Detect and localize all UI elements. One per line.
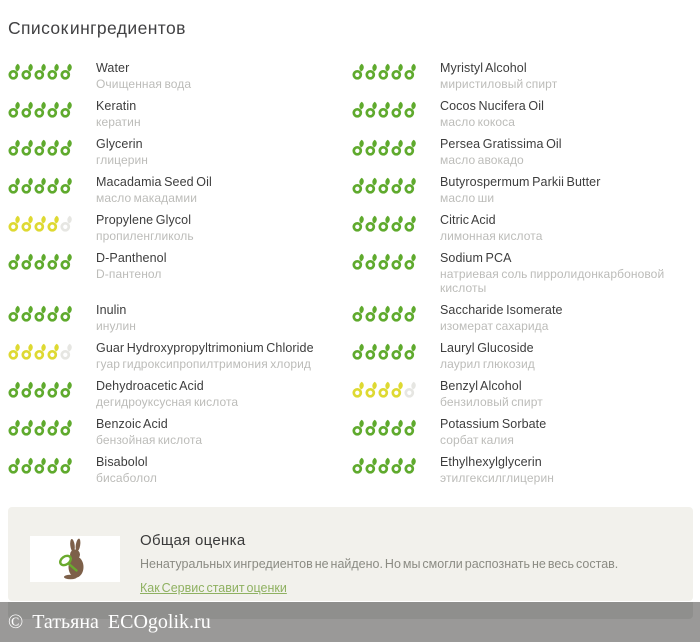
ingredient-text	[96, 175, 212, 205]
ingredient-row	[352, 99, 692, 129]
leaf-berry-icon	[352, 139, 365, 156]
site-name: ECOgolik.ru	[107, 610, 211, 633]
ingredient-row	[352, 137, 692, 167]
ingredient-description: пропиленгликоль	[96, 229, 194, 243]
ingredient-text	[96, 341, 314, 371]
ingredient-name: Inulin	[96, 303, 127, 317]
ingredient-name: Citric Acid	[440, 213, 496, 227]
ingredient-description: масло ши	[440, 191, 495, 205]
ingredient-description: инулин	[96, 319, 136, 333]
ingredient-description: лаурил глюкозид	[440, 357, 535, 371]
leaf-berry-icon	[8, 101, 21, 118]
ingredient-row	[352, 175, 692, 205]
leaf-berry-icon	[60, 101, 73, 118]
ingredient-rating	[352, 137, 440, 156]
ingredient-row	[352, 417, 692, 447]
rabbit-with-magnifier-icon	[52, 538, 98, 580]
leaf-berry-icon	[60, 305, 73, 322]
leaf-berry-icon	[47, 63, 60, 80]
ingredient-name: Bisabolol	[96, 455, 148, 469]
ingredient-text	[96, 99, 141, 129]
leaf-berry-icon	[8, 177, 21, 194]
ingredient-rating	[8, 417, 96, 436]
ingredient-description: натриевая соль пирролидонкарбоновой кислоты	[440, 267, 665, 295]
leaf-berry-icon	[47, 343, 60, 360]
ingredient-text	[96, 61, 191, 91]
leaf-berry-icon	[34, 305, 47, 322]
leaf-berry-icon	[404, 343, 417, 360]
leaf-berry-icon	[60, 215, 73, 232]
ingredient-name: Lauryl Glucoside	[440, 341, 534, 355]
ingredient-description: дегидроуксусная кислота	[96, 395, 239, 409]
ingredient-rating	[8, 379, 96, 398]
ingredient-description: бензойная кислота	[96, 433, 203, 447]
ingredient-description: изомерат сахарида	[440, 319, 549, 333]
leaf-berry-icon	[21, 305, 34, 322]
leaf-berry-icon	[404, 139, 417, 156]
ingredient-name: Benzoic Acid	[96, 417, 168, 431]
leaf-berry-icon	[378, 101, 391, 118]
ingredient-description: глицерин	[96, 153, 149, 167]
how-ratings-work-link[interactable]: Как Сервис ставит оценки	[140, 581, 287, 595]
leaf-berry-icon	[378, 139, 391, 156]
leaf-berry-icon	[47, 215, 60, 232]
leaf-berry-icon	[60, 381, 73, 398]
ingredient-name: Glycerin	[96, 137, 143, 151]
ingredient-row	[8, 379, 352, 409]
leaf-berry-icon	[365, 343, 378, 360]
ingredient-rating	[8, 61, 96, 80]
leaf-berry-icon	[352, 63, 365, 80]
watermark-text	[0, 602, 700, 642]
leaf-berry-icon	[21, 101, 34, 118]
leaf-berry-icon	[21, 419, 34, 436]
watermark-footer	[0, 602, 700, 642]
ingredient-row	[352, 341, 692, 371]
leaf-berry-icon	[391, 63, 404, 80]
leaf-berry-icon	[365, 305, 378, 322]
ingredient-rating	[352, 379, 440, 398]
ingredient-description: масло авокадо	[440, 153, 524, 167]
ingredient-description: D-пантенол	[96, 267, 162, 281]
ingredient-row	[352, 213, 692, 243]
ingredient-description: кератин	[96, 115, 141, 129]
leaf-berry-icon	[404, 215, 417, 232]
ingredient-row	[352, 303, 692, 333]
ingredient-row	[8, 455, 352, 485]
overall-rating-card	[8, 507, 693, 601]
leaf-berry-icon	[47, 101, 60, 118]
ingredient-rating	[8, 175, 96, 194]
leaf-berry-icon	[365, 63, 378, 80]
leaf-berry-icon	[34, 343, 47, 360]
ingredient-text	[96, 137, 148, 167]
ingredient-rating	[352, 455, 440, 474]
ingredient-name: Guar Hydroxypropyltrimonium Chloride	[96, 341, 314, 355]
ingredient-row	[8, 341, 352, 371]
leaf-berry-icon	[378, 305, 391, 322]
ingredient-name: Myristyl Alcohol	[440, 61, 527, 75]
leaf-berry-icon	[34, 381, 47, 398]
ingredient-description: сорбат калия	[440, 433, 514, 447]
ingredient-rating	[8, 137, 96, 156]
ingredient-name: Butyrospermum Parkii Butter	[440, 175, 601, 189]
leaf-berry-icon	[34, 215, 47, 232]
ingredient-row	[8, 61, 352, 91]
ingredient-row	[8, 417, 352, 447]
leaf-berry-icon	[60, 253, 73, 270]
leaf-berry-icon	[8, 343, 21, 360]
ingredient-text	[440, 175, 600, 205]
leaf-berry-icon	[391, 419, 404, 436]
ingredient-text	[96, 417, 202, 447]
leaf-berry-icon	[352, 215, 365, 232]
ingredient-text	[96, 379, 238, 409]
leaf-berry-icon	[404, 101, 417, 118]
summary-body	[140, 533, 618, 597]
ingredient-rating	[8, 251, 96, 270]
leaf-berry-icon	[391, 139, 404, 156]
ingredient-rating	[352, 251, 440, 270]
leaf-berry-icon	[365, 139, 378, 156]
ingredients-grid	[8, 61, 692, 485]
ingredient-name: Keratin	[96, 99, 137, 113]
leaf-berry-icon	[60, 457, 73, 474]
leaf-berry-icon	[47, 457, 60, 474]
leaf-berry-icon	[365, 457, 378, 474]
ingredient-text	[96, 251, 167, 281]
leaf-berry-icon	[21, 343, 34, 360]
ingredient-text	[440, 341, 535, 371]
ingredient-name: Macadamia Seed Oil	[96, 175, 212, 189]
ingredient-text	[440, 213, 543, 243]
leaf-berry-icon	[8, 215, 21, 232]
leaf-berry-icon	[378, 457, 391, 474]
leaf-berry-icon	[365, 177, 378, 194]
rabbit-image-box	[30, 536, 120, 582]
ingredient-row	[352, 251, 692, 295]
leaf-berry-icon	[47, 139, 60, 156]
ingredient-row	[8, 175, 352, 205]
ingredient-rating	[352, 61, 440, 80]
leaf-berry-icon	[378, 63, 391, 80]
ingredient-row	[8, 99, 352, 129]
ingredient-row	[352, 379, 692, 409]
leaf-berry-icon	[365, 101, 378, 118]
ingredient-text	[440, 61, 557, 91]
ingredient-description: масло кокоса	[440, 115, 516, 129]
ingredient-row	[8, 213, 352, 243]
leaf-berry-icon	[21, 253, 34, 270]
leaf-berry-icon	[352, 305, 365, 322]
leaf-berry-icon	[404, 381, 417, 398]
leaf-berry-icon	[8, 305, 21, 322]
leaf-berry-icon	[60, 177, 73, 194]
leaf-berry-icon	[391, 305, 404, 322]
leaf-berry-icon	[391, 343, 404, 360]
leaf-berry-icon	[404, 177, 417, 194]
leaf-berry-icon	[8, 253, 21, 270]
ingredient-text	[440, 417, 546, 447]
ingredient-description: миристиловый спирт	[440, 77, 558, 91]
ingredient-row	[8, 251, 352, 295]
leaf-berry-icon	[404, 305, 417, 322]
leaf-berry-icon	[365, 253, 378, 270]
leaf-berry-icon	[34, 419, 47, 436]
ingredient-rating	[8, 303, 96, 322]
ingredient-name: Sodium PCA	[440, 251, 512, 265]
leaf-berry-icon	[352, 457, 365, 474]
ingredient-description: бисаболол	[96, 471, 157, 485]
ingredient-description: гуар гидроксипропилтримония хлорид	[96, 357, 312, 371]
ingredient-name: Saccharide Isomerate	[440, 303, 563, 317]
leaf-berry-icon	[365, 215, 378, 232]
ingredient-name: Cocos Nucifera Oil	[440, 99, 544, 113]
leaf-berry-icon	[378, 419, 391, 436]
leaf-berry-icon	[21, 215, 34, 232]
ingredient-text	[440, 99, 544, 129]
leaf-berry-icon	[34, 139, 47, 156]
summary-title: Общая оценка	[140, 532, 246, 549]
leaf-berry-icon	[352, 177, 365, 194]
leaf-berry-icon	[378, 343, 391, 360]
leaf-berry-icon	[34, 177, 47, 194]
ingredient-text	[96, 303, 136, 333]
leaf-berry-icon	[60, 343, 73, 360]
ingredient-description: масло макадамии	[96, 191, 198, 205]
leaf-berry-icon	[8, 457, 21, 474]
ingredient-rating	[352, 303, 440, 322]
ingredient-name: Water	[96, 61, 130, 75]
leaf-berry-icon	[47, 419, 60, 436]
copyright-symbol: ©	[8, 610, 24, 633]
leaf-berry-icon	[352, 343, 365, 360]
leaf-berry-icon	[34, 101, 47, 118]
ingredient-text	[440, 251, 692, 295]
leaf-berry-icon	[404, 63, 417, 80]
ingredient-rating	[8, 99, 96, 118]
ingredient-rating	[8, 341, 96, 360]
leaf-berry-icon	[8, 63, 21, 80]
leaf-berry-icon	[404, 253, 417, 270]
leaf-berry-icon	[352, 253, 365, 270]
ingredient-rating	[352, 417, 440, 436]
leaf-berry-icon	[8, 419, 21, 436]
ingredient-rating	[352, 213, 440, 232]
leaf-berry-icon	[365, 381, 378, 398]
ingredient-name: D-Panthenol	[96, 251, 167, 265]
leaf-berry-icon	[60, 139, 73, 156]
ingredient-name: Persea Gratissima Oil	[440, 137, 562, 151]
leaf-berry-icon	[21, 177, 34, 194]
ingredient-text	[96, 455, 157, 485]
ingredient-row	[8, 303, 352, 333]
leaf-berry-icon	[352, 381, 365, 398]
ingredient-rating	[352, 175, 440, 194]
ingredient-name: Potassium Sorbate	[440, 417, 547, 431]
ingredient-text	[440, 137, 562, 167]
leaf-berry-icon	[352, 101, 365, 118]
ingredient-row	[352, 455, 692, 485]
ingredient-name: Benzyl Alcohol	[440, 379, 522, 393]
ingredient-description: лимонная кислота	[440, 229, 543, 243]
leaf-berry-icon	[404, 419, 417, 436]
leaf-berry-icon	[8, 139, 21, 156]
ingredient-description: бензиловый спирт	[440, 395, 543, 409]
leaf-berry-icon	[60, 419, 73, 436]
leaf-berry-icon	[365, 419, 378, 436]
leaf-berry-icon	[378, 177, 391, 194]
leaf-berry-icon	[47, 253, 60, 270]
leaf-berry-icon	[391, 177, 404, 194]
leaf-berry-icon	[47, 305, 60, 322]
ingredient-description: этилгексилглицерин	[440, 471, 554, 485]
leaf-berry-icon	[378, 215, 391, 232]
ingredient-text	[96, 213, 194, 243]
leaf-berry-icon	[391, 215, 404, 232]
ingredient-text	[440, 379, 543, 409]
leaf-berry-icon	[391, 457, 404, 474]
ingredient-row	[352, 61, 692, 91]
ingredient-name: Ethylhexylglycerin	[440, 455, 542, 469]
leaf-berry-icon	[8, 381, 21, 398]
leaf-berry-icon	[34, 253, 47, 270]
ingredient-rating	[352, 341, 440, 360]
author-name: Татьяна	[32, 610, 99, 633]
ingredient-name: Propylene Glycol	[96, 213, 192, 227]
leaf-berry-icon	[391, 101, 404, 118]
leaf-berry-icon	[21, 457, 34, 474]
leaf-berry-icon	[21, 63, 34, 80]
leaf-berry-icon	[391, 381, 404, 398]
ingredient-name: Dehydroacetic Acid	[96, 379, 204, 393]
leaf-berry-icon	[60, 63, 73, 80]
leaf-berry-icon	[352, 419, 365, 436]
leaf-berry-icon	[378, 253, 391, 270]
leaf-berry-icon	[47, 177, 60, 194]
ingredient-rating	[8, 455, 96, 474]
leaf-berry-icon	[391, 253, 404, 270]
ingredient-text	[440, 455, 554, 485]
ingredient-rating	[352, 99, 440, 118]
ingredient-rating	[8, 213, 96, 232]
ingredient-row	[8, 137, 352, 167]
leaf-berry-icon	[378, 381, 391, 398]
leaf-berry-icon	[34, 63, 47, 80]
ingredient-text	[440, 303, 563, 333]
leaf-berry-icon	[21, 381, 34, 398]
leaf-berry-icon	[47, 381, 60, 398]
leaf-berry-icon	[404, 457, 417, 474]
leaf-berry-icon	[21, 139, 34, 156]
ingredient-description: Очищенная вода	[96, 77, 192, 91]
leaf-berry-icon	[34, 457, 47, 474]
page-title: Список ингредиентов	[8, 18, 186, 38]
summary-text: Ненатуральных ингредиентов не найдено. Но мы смогли распознать не весь состав.	[140, 557, 619, 571]
